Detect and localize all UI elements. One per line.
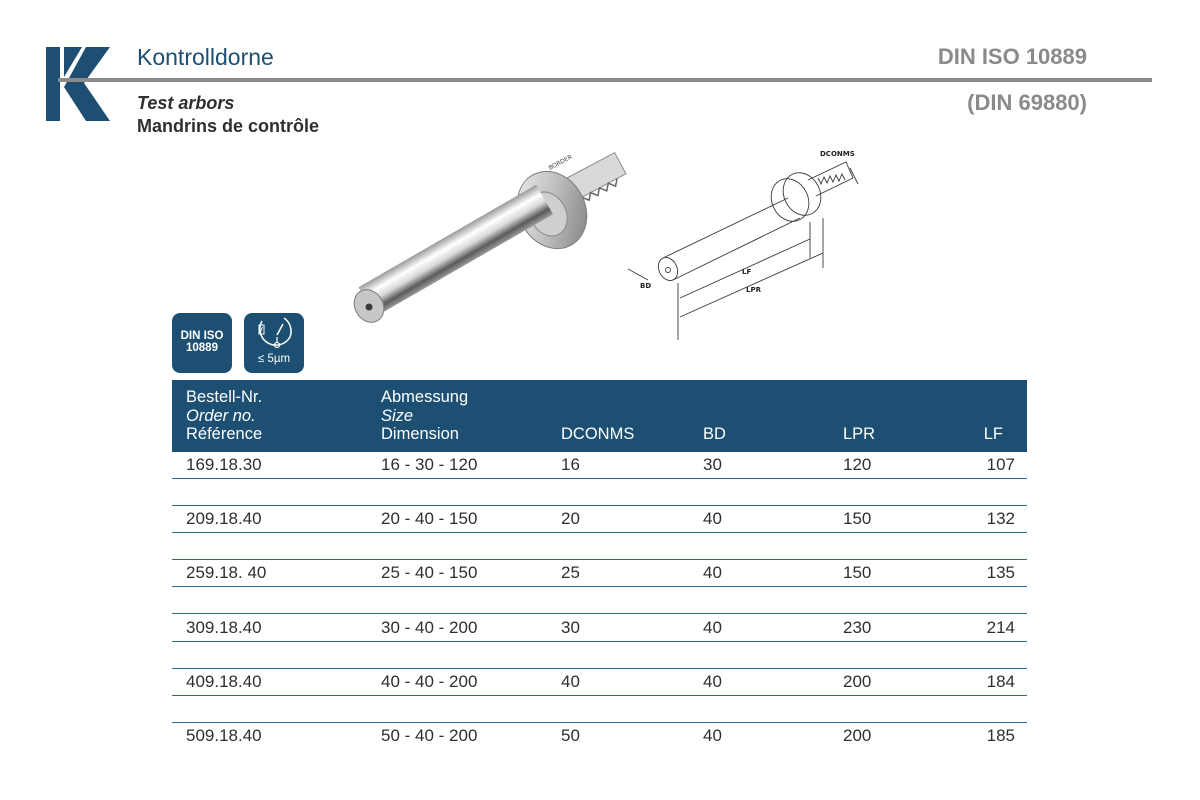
header-lf: LF (983, 425, 1003, 443)
cell-order-no: 509.18.40 (186, 725, 262, 745)
cell-lf: 185 (986, 725, 1015, 745)
cell-lf: 184 (986, 671, 1015, 691)
cell-size: 40 - 40 - 200 (381, 671, 478, 691)
header-size-fr: Dimension (381, 425, 459, 443)
header-order-fr: Référence (186, 425, 263, 443)
cell-lf: 132 (986, 509, 1015, 529)
header-size-de: Abmessung (381, 388, 469, 406)
row-divider (172, 478, 1027, 479)
label-dconms: DCONMS (820, 150, 855, 158)
table-header (172, 380, 1027, 452)
cell-dconms: 40 (561, 671, 580, 691)
cell-lpr: 150 (843, 563, 872, 583)
photo-marking: BORDER (547, 153, 574, 172)
tolerance-badge (244, 313, 304, 373)
label-lpr: LPR (746, 286, 761, 294)
dial-gauge-icon (250, 315, 298, 349)
table-row (172, 723, 1027, 777)
cell-order-no: 209.18.40 (186, 509, 262, 529)
cell-lf: 107 (986, 455, 1015, 474)
cell-lpr: 120 (843, 455, 872, 474)
tolerance-value: ≤ 5µm (257, 353, 291, 365)
table-row (172, 669, 1027, 723)
standard-badge-line2: 10889 (186, 342, 218, 354)
cell-dconms: 30 (561, 617, 580, 637)
standard-label: DIN ISO 10889 (937, 44, 1087, 69)
cell-dconms: 16 (561, 455, 580, 474)
row-divider (172, 532, 1027, 533)
cell-lf: 135 (986, 563, 1015, 583)
row-divider (172, 586, 1027, 587)
cell-size: 20 - 40 - 150 (381, 509, 478, 529)
row-divider (172, 641, 1027, 642)
header-order-en: Order no. (186, 406, 256, 425)
cell-lpr: 200 (843, 725, 872, 745)
table-row (172, 560, 1027, 614)
standard-badge (172, 313, 232, 373)
row-divider (172, 695, 1027, 696)
cell-lpr: 150 (843, 509, 872, 529)
subtitle-english: Test arbors (137, 93, 235, 113)
cell-size: 30 - 40 - 200 (381, 617, 478, 637)
header-lpr: LPR (843, 425, 876, 443)
header-order-de: Bestell-Nr. (186, 388, 263, 406)
cell-order-no: 169.18.30 (186, 455, 262, 474)
cell-bd: 40 (703, 725, 722, 745)
cell-size: 50 - 40 - 200 (381, 725, 478, 745)
cell-size: 25 - 40 - 150 (381, 563, 478, 583)
header-order-no (186, 388, 262, 444)
cell-bd: 40 (703, 563, 722, 583)
product-table (172, 452, 1027, 777)
technical-drawing (618, 140, 868, 345)
label-bd: BD (640, 282, 652, 290)
label-lf: LF (742, 268, 752, 276)
cell-size: 16 - 30 - 120 (381, 455, 478, 474)
table-row (172, 615, 1027, 669)
cell-bd: 40 (703, 617, 722, 637)
header-bd: BD (703, 425, 726, 443)
header-size-en: Size (381, 406, 414, 425)
cell-bd: 40 (703, 671, 722, 691)
cell-order-no: 309.18.40 (186, 617, 262, 637)
cell-dconms: 25 (561, 563, 580, 583)
cell-dconms: 20 (561, 509, 580, 529)
page-title: Kontrolldorne (137, 44, 274, 70)
cell-lpr: 230 (843, 617, 872, 637)
header-size (381, 388, 468, 444)
cell-lpr: 200 (843, 671, 872, 691)
header-rule (58, 78, 1152, 82)
standard-badge-line1: DIN ISO (180, 330, 224, 342)
standard-alt-label: (DIN 69880) (967, 90, 1087, 115)
subtitle-french: Mandrins de contrôle (137, 116, 320, 136)
cell-order-no: 259.18. 40 (186, 563, 267, 583)
brand-logo (46, 47, 110, 121)
table-row (172, 506, 1027, 560)
cell-bd: 30 (703, 455, 722, 474)
cell-bd: 40 (703, 509, 722, 529)
cell-dconms: 50 (561, 725, 580, 745)
header-dconms: DCONMS (561, 425, 635, 443)
table-row (172, 452, 1027, 506)
product-photo (345, 150, 645, 340)
cell-lf: 214 (986, 617, 1015, 637)
cell-order-no: 409.18.40 (186, 671, 262, 691)
